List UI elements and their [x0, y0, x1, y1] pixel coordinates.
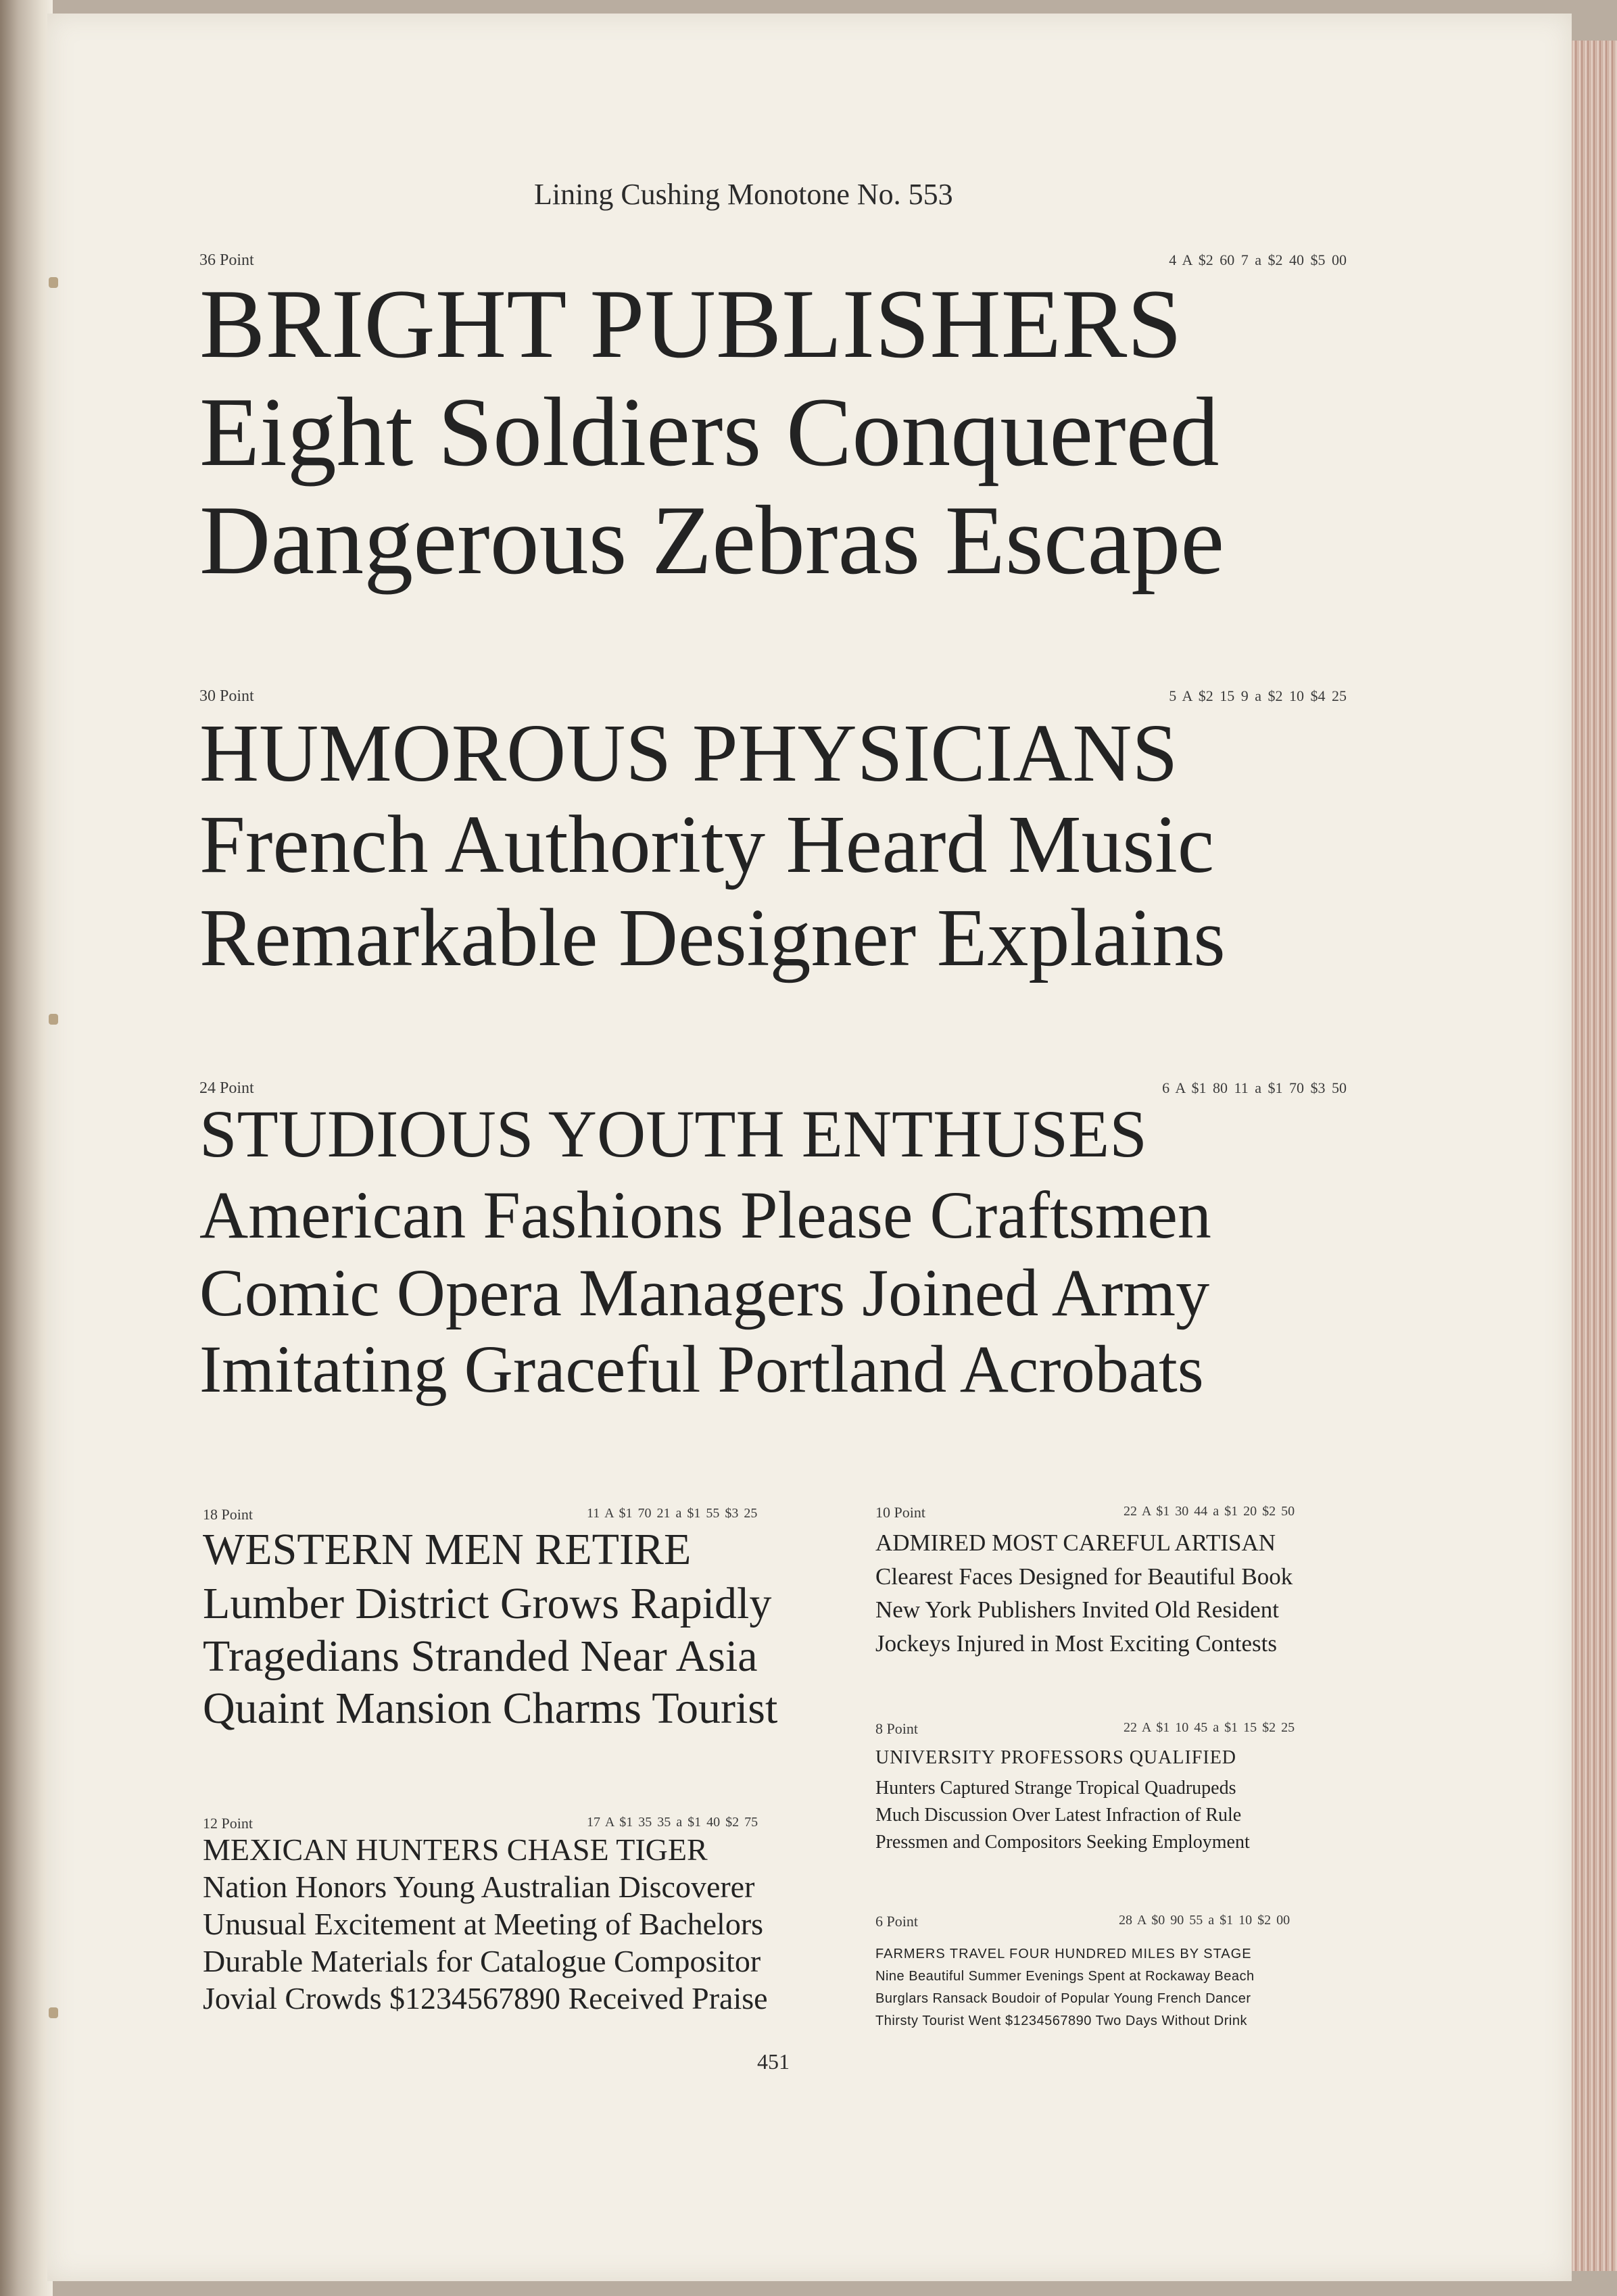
specimen-line: Burglars Ransack Boudoir of Popular Young French Dancer	[875, 1991, 1251, 2006]
size-label-18: 18 Point	[203, 1506, 253, 1523]
specimen-line: Dangerous Zebras Escape	[199, 485, 1225, 595]
specimen-line: WESTERN MEN RETIRE	[203, 1525, 692, 1574]
specimen-line: Remarkable Designer Explains	[199, 892, 1226, 983]
book-spine-left	[0, 0, 53, 2296]
specimen-line: Comic Opera Managers Joined Army	[199, 1255, 1210, 1330]
specimen-line: Imitating Graceful Portland Acrobats	[199, 1332, 1204, 1407]
size-label-36: 36 Point	[199, 251, 254, 269]
page-edges-right	[1572, 41, 1617, 2271]
price-label-24: 6 A $1 80 11 a $1 70 $3 50	[1162, 1079, 1347, 1096]
specimen-line: ADMIRED MOST CAREFUL ARTISAN	[875, 1530, 1276, 1556]
specimen-line: Jockeys Injured in Most Exciting Contests	[875, 1630, 1277, 1657]
specimen-line: HUMOROUS PHYSICIANS	[199, 708, 1178, 799]
specimen-line: Quaint Mansion Charms Tourist	[203, 1684, 778, 1733]
specimen-line: Nine Beautiful Summer Evenings Spent at Rockaway Beach	[875, 1969, 1255, 1984]
size-label-6: 6 Point	[875, 1913, 918, 1930]
specimen-line: New York Publishers Invited Old Resident	[875, 1596, 1279, 1623]
binding-thread-mark	[49, 1014, 58, 1025]
price-label-30: 5 A $2 15 9 a $2 10 $4 25	[1169, 687, 1347, 704]
price-label-36: 4 A $2 60 7 a $2 40 $5 00	[1169, 251, 1347, 268]
specimen-line: French Authority Heard Music	[199, 799, 1214, 890]
binding-thread-mark	[49, 2007, 58, 2018]
price-label-12: 17 A $1 35 35 a $1 40 $2 75	[587, 1815, 758, 1830]
price-label-18: 11 A $1 70 21 a $1 55 $3 25	[587, 1506, 758, 1521]
specimen-line: Jovial Crowds $1234567890 Received Praise	[203, 1981, 768, 2016]
specimen-line: Clearest Faces Designed for Beautiful Book	[875, 1563, 1293, 1590]
page-title: Lining Cushing Monotone No. 553	[534, 178, 953, 211]
specimen-line: Eight Soldiers Conquered	[199, 377, 1220, 487]
price-label-8: 22 A $1 10 45 a $1 15 $2 25	[1124, 1720, 1295, 1735]
specimen-line: Durable Materials for Catalogue Compositor	[203, 1944, 761, 1978]
specimen-line: Tragedians Stranded Near Asia	[203, 1632, 758, 1681]
specimen-line: Unusual Excitement at Meeting of Bachelors	[203, 1907, 764, 1941]
price-label-6: 28 A $0 90 55 a $1 10 $2 00	[1119, 1913, 1290, 1928]
size-label-12: 12 Point	[203, 1815, 253, 1832]
binding-thread-mark	[49, 277, 58, 288]
specimen-line: Nation Honors Young Australian Discoverer	[203, 1870, 755, 1904]
size-label-8: 8 Point	[875, 1720, 918, 1737]
specimen-line: Much Discussion Over Latest Infraction of Rule	[875, 1805, 1242, 1826]
specimen-line: American Fashions Please Craftsmen	[199, 1177, 1211, 1252]
size-label-10: 10 Point	[875, 1504, 925, 1521]
specimen-line: UNIVERSITY PROFESSORS QUALIFIED	[875, 1747, 1237, 1768]
price-label-10: 22 A $1 30 44 a $1 20 $2 50	[1124, 1504, 1295, 1519]
specimen-line: STUDIOUS YOUTH ENTHUSES	[199, 1096, 1147, 1171]
specimen-line: FARMERS TRAVEL FOUR HUNDRED MILES BY STAGE	[875, 1947, 1252, 1961]
specimen-line: Pressmen and Compositors Seeking Employment	[875, 1832, 1250, 1853]
size-label-24: 24 Point	[199, 1079, 254, 1097]
specimen-line: MEXICAN HUNTERS CHASE TIGER	[203, 1832, 708, 1867]
specimen-line: Hunters Captured Strange Tropical Quadrupeds	[875, 1778, 1236, 1799]
specimen-line: Lumber District Grows Rapidly	[203, 1579, 772, 1628]
specimen-line: Thirsty Tourist Went $1234567890 Two Days Without Drink	[875, 2013, 1247, 2028]
page-number: 451	[757, 2049, 790, 2074]
specimen-line: BRIGHT PUBLISHERS	[199, 269, 1182, 378]
size-label-30: 30 Point	[199, 687, 254, 705]
